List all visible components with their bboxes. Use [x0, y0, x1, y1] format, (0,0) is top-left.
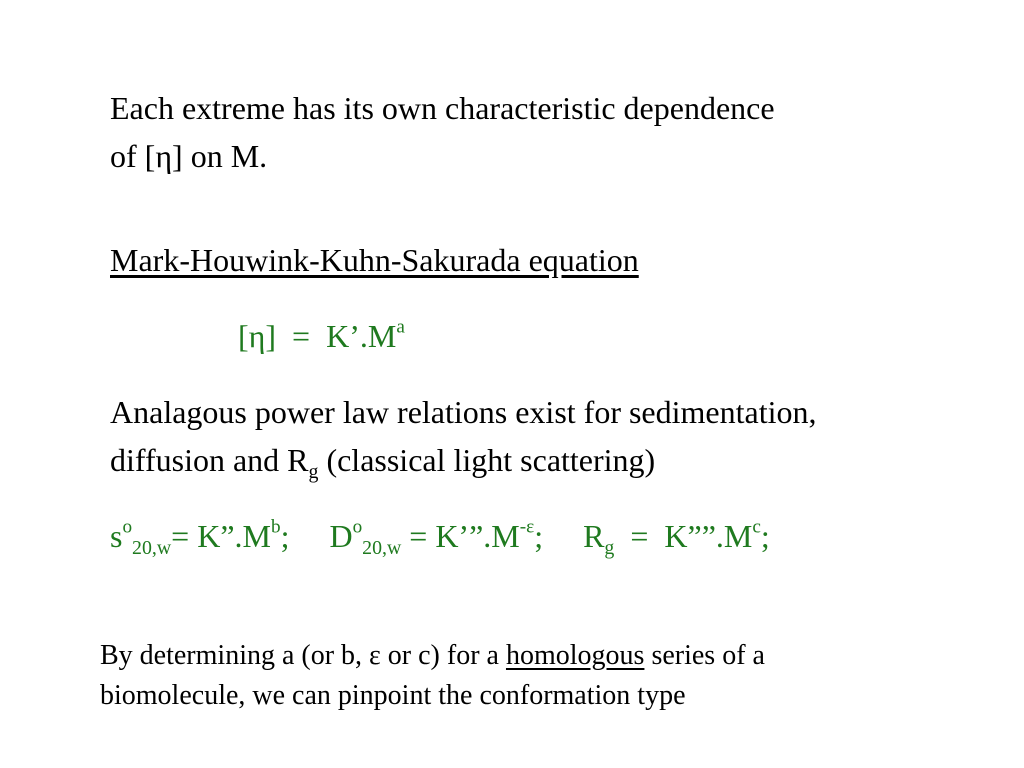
- analog-line-2: diffusion and $R_g$ (classical light scattering): [110, 442, 656, 483]
- equation-rhs: K’.M: [326, 318, 397, 354]
- equation-exponent: a: [396, 316, 405, 338]
- equation-lhs: [η]: [238, 318, 277, 354]
- conclusion-line-2: biomolecule, we can pinpoint the conformation type: [100, 680, 686, 711]
- diffusion-relation: $D^o_{20,w}$ = $K’”.M^{-\varepsilon}$;: [329, 516, 544, 559]
- equation-equals: =: [292, 318, 311, 354]
- intro-line-2: of [η] on M.: [110, 138, 268, 174]
- rg-relation: $R_g$ = $K””.M^c$;: [583, 516, 770, 559]
- rg-subscript: g: [308, 460, 319, 483]
- sedimentation-relation: $s^o_{20,w}=$ $K”.M^b$;: [110, 516, 290, 559]
- conclusion-line-1: By determining a (or b, ε or c) for a homologous series of a: [100, 640, 765, 671]
- mhks-equation: [238, 316, 405, 356]
- intro-line-1: Each extreme has its own characteristic dependence: [110, 90, 775, 126]
- analog-line-1: Analagous power law relations exist for sedimentation,: [110, 394, 817, 430]
- equation-heading: Mark-Houwink-Kuhn-Sakurada equation: [110, 242, 639, 278]
- homologous-word: homologous: [505, 640, 645, 671]
- relations-line: [110, 516, 770, 559]
